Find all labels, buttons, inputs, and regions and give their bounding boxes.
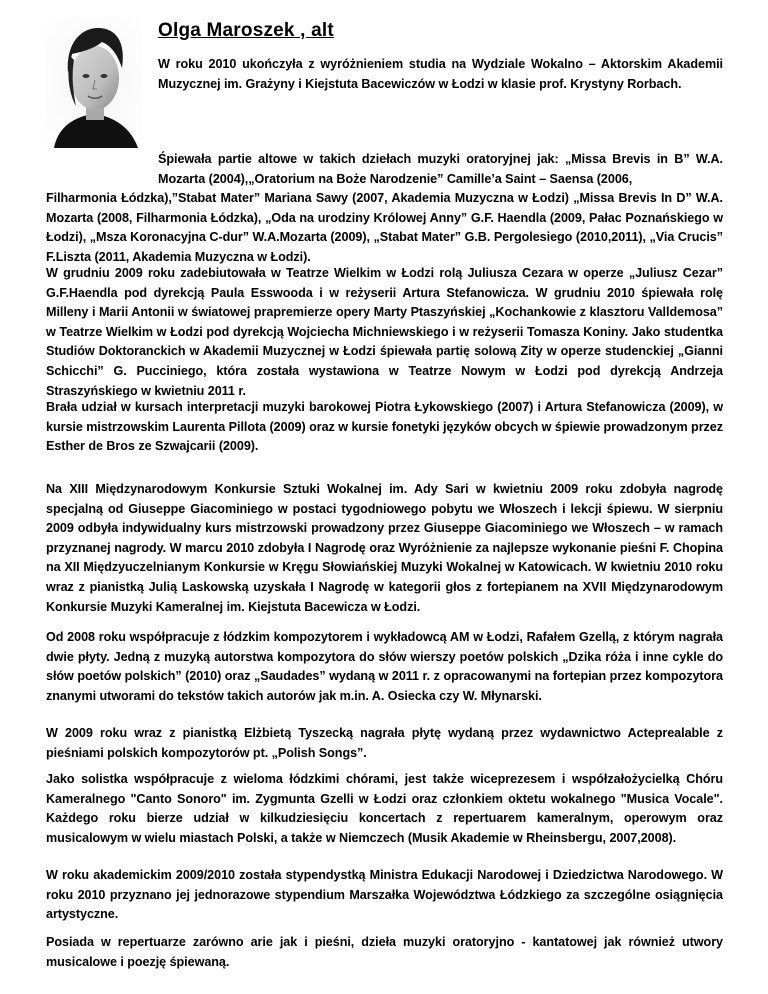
paragraph-oratorio bbox=[46, 150, 723, 268]
portrait-photo bbox=[46, 16, 142, 148]
paragraph-scholarships: W roku akademickim 2009/2010 została stypendystką Ministra Edukacji Narodowej i Dziedzictwa Narodowego. W roku 2010 przyznano jej jednorazowe stypendium Marszałka Województwa Łódzkiego za szczególne osiągnięcia artystyczne. bbox=[46, 868, 723, 922]
page-title: Olga Maroszek , alt bbox=[158, 20, 334, 41]
paragraph-oratorio-part-1: Śpiewała partie altowe w takich dziełach muzyki oratoryjnej jak: „Missa Brevis in B” W.A. Mozarta (2004),„Oratorium na Boże Narodzenie” Camille’a Saint – Saensa (2006, bbox=[158, 152, 723, 186]
paragraph-choirs: Jako solistka współpracuje z wieloma łódzkimi chórami, jest także wiceprezesem i współzałożycielką Chóru Kameralnego "Canto Sonoro" im. Zygmunta Gzelli w Łodzi oraz członkiem oktetu wokalnego "Musica Vocale". Każdego roku bierze udział w kilkudziesięciu koncertach z repertuarem kameralnym, operowym oraz musicalowym w wielu miastach Polski, a także w Niemczech (Musik Akademie w Rheinsbergu, 2007,2008). bbox=[46, 772, 723, 845]
paragraph-polish-songs: W 2009 roku wraz z pianistką Elżbietą Tyszecką nagrała płytę wydaną przez wydawnictwo Acteprealable z pieśniami polskich kompozytorów pt. „Polish Songs”. bbox=[46, 726, 723, 760]
paragraph-repertoire: Posiada w repertuarze zarówno arie jak i pieśni, dzieła muzyki oratoryjno - kantatowej jak również utwory musicalowe i poezję śpiewaną. bbox=[46, 935, 723, 969]
paragraph-oratorio-part-2: Filharmonia Łódzka),”Stabat Mater” Mariana Sawy (2007, Akademia Muzyczna w Łodzi) „Missa Brevis In D” W.A. Mozarta (2008, Filharmonia Łódzka), „Oda na urodziny Królowej Anny” G.F. Haendla (2009, Pałac Poznańskiego w Łodzi), „Msza Koronacyjna C-dur” W.A.Mozarta (2009), „Stabat Mater” G.B. Pergolesiego (2010,2011), „Via Crucis” F.Liszta (2011, Akademia Muzyczna w Łodzi). bbox=[46, 191, 723, 264]
paragraph-competitions: Na XIII Międzynarodowym Konkursie Sztuki Wokalnej im. Ady Sari w kwietniu 2009 roku zdobyła nagrodę specjalną od Giuseppe Giacominiego w postaci tygodniowego pobytu we Włoszech i lekcji śpiewu. W sierpniu 2009 odbyła indywidualny kurs mistrzowski prowadzony przez Giuseppe Giacominiego we Włoszech – w ramach przyznanej nagrody. W marcu 2010 zdobyła I Nagrodę oraz Wyróżnienie za najlepsze wykonanie pieśni F. Chopina na XII Międzyuczelnianym Konkursie w Kręgu Słowiańskiej Muzyki Wokalnej w Katowicach. W kwietniu 2010 roku wraz z pianistką Julią Laskowską uzyskała I Nagrodę w kategorii głos z fortepianem na XVII Międzynarodowym Konkursie Muzyki Kameralnej im. Kiejstuta Bacewicza w Łodzi. bbox=[46, 482, 723, 614]
paragraph-collaboration-gzella: Od 2008 roku współpracuje z łódzkim kompozytorem i wykładowcą AM w Łodzi, Rafałem Gzellą, z którym nagrała dwie płyty. Jedną z muzyką autorstwa kompozytora do słów wierszy poetów polskich „Dzika róża i inne cykle do słów poetów polskich” (2010) oraz „Saudades” wydaną w 2011 r. z opracowanymi na fortepian przez kompozytora znanymi utworami do tekstów takich autorów jak m.in. A. Osiecka czy W. Młynarski. bbox=[46, 630, 723, 703]
paragraph-courses: Brała udział w kursach interpretacji muzyki barokowej Piotra Łykowskiego (2007) i Artura Stefanowicza (2009), w kursie mistrzowskim Laurenta Pillota (2009) oraz w kursie fonetyki języków obcych w śpiewie prowadzonym przez Esther de Bros ze Szwajcarii (2009). bbox=[46, 400, 723, 454]
paragraph-opera-debut: W grudniu 2009 roku zadebiutowała w Teatrze Wielkim w Łodzi rolą Juliusza Cezara w operze „Juliusz Cezar” G.F.Haendla pod dyrekcją Paula Esswooda i w reżyserii Artura Stefanowicza. W grudniu 2010 śpiewała rolę Milleny i Marii Antonii w światowej prapremierze opery Marty Ptaszyńskiej „Kochankowie z klasztoru Valldemosa” w Teatrze Wielkim w Łodzi pod dyrekcją Wojciecha Michniewskiego i w reżyserii Tomasza Koniny. Jako studentka Studiów Doktoranckich w Akademii Muzycznej w Łodzi śpiewała partię solową Zity w operze studenckiej „Gianni Schicchi” G. Pucciniego, która została wystawiona w Teatrze Nowym w Łodzi pod dyrekcją Andrzeja Straszyńskiego w kwietniu 2011 r. bbox=[46, 266, 723, 398]
paragraph-education: W roku 2010 ukończyła z wyróżnieniem studia na Wydziale Wokalno – Aktorskim Akademii Muzycznej im. Grażyny i Kiejstuta Bacewiczów w Łodzi w klasie prof. Krystyny Rorbach. bbox=[158, 57, 723, 91]
portrait-photo-icon bbox=[46, 16, 142, 148]
